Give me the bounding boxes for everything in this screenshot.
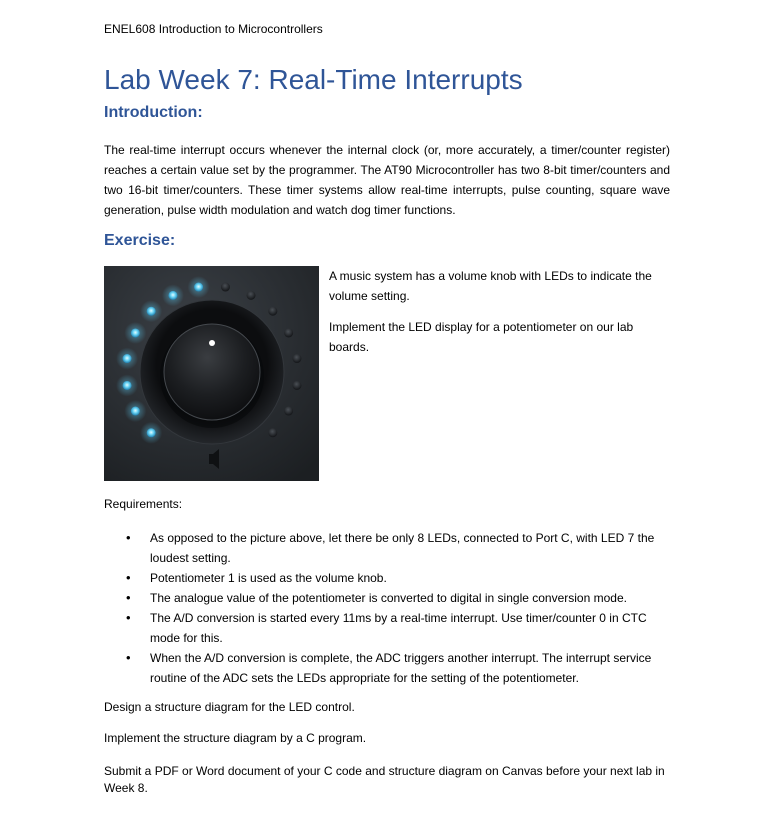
led-on <box>131 407 140 416</box>
bullet-icon: • <box>126 530 131 545</box>
list-item: • When the A/D conversion is complete, the ADC triggers another interrupt. The interrupt service routine of the ADC sets the LEDs appropriate for the setting of the potentiometer. <box>126 650 652 685</box>
led-on <box>131 328 140 337</box>
list-item: • Potentiometer 1 is used as the volume knob. <box>126 568 671 588</box>
led-off <box>292 381 301 390</box>
volume-knob-image <box>104 266 319 481</box>
led-on <box>147 428 156 437</box>
bullet-icon: • <box>126 610 131 625</box>
led-off <box>268 307 277 316</box>
led-off <box>268 428 277 437</box>
exercise-paragraph-1: A music system has a volume knob with LEDs to indicate the volume setting. <box>329 269 652 303</box>
requirements-list <box>126 528 671 688</box>
led-off <box>284 407 293 416</box>
led-off <box>221 283 230 292</box>
exercise-paragraph-2: Implement the LED display for a potentiometer on our lab boards. <box>329 320 634 354</box>
document-header: ENEL608 Introduction to Microcontrollers <box>104 22 323 36</box>
exercise-text <box>329 266 659 368</box>
bullet-icon: • <box>126 570 131 585</box>
instruction-implement: Implement the structure diagram by a C program. <box>104 731 367 745</box>
list-item: • The analogue value of the potentiometer is converted to digital in single conversion mode. <box>126 588 671 608</box>
led-off <box>292 354 301 363</box>
list-item: • As opposed to the picture above, let there be only 8 LEDs, connected to Port C, with LED 7 the loudest setting. <box>126 530 655 565</box>
led-off <box>247 291 256 300</box>
led-off <box>284 328 293 337</box>
instruction-design: Design a structure diagram for the LED control. <box>104 700 355 714</box>
introduction-heading: Introduction: <box>104 104 203 121</box>
list-item: • The A/D conversion is started every 11ms by a real-time interrupt. Use timer/counter 0 in CTC mode for this. <box>126 610 647 645</box>
instruction-submit: Submit a PDF or Word document of your C code and structure diagram on Canvas before your next lab in Week 8. <box>104 764 665 795</box>
led-on <box>123 354 132 363</box>
requirements-label: Requirements: <box>104 497 183 511</box>
page-title: Lab Week 7: Real-Time Interrupts <box>104 64 523 95</box>
bullet-icon: • <box>126 650 131 665</box>
led-on <box>147 307 156 316</box>
introduction-text: The real-time interrupt occurs whenever the internal clock (or, more accurately, a timer/counter register) reaches a certain value set by the programmer. The AT90 Microcontroller has two 8-bit timer/counters and two 16-bit timer/counters. These timer systems allow real-time interrupts, pulse counting, square wave generation, pulse width modulation and watch dog timer functions. <box>104 143 670 217</box>
exercise-heading: Exercise: <box>104 232 176 249</box>
bullet-icon: • <box>126 590 131 605</box>
led-on <box>168 291 177 300</box>
led-on <box>123 381 132 390</box>
led-on <box>194 283 203 292</box>
knob-indicator-dot <box>209 340 215 346</box>
